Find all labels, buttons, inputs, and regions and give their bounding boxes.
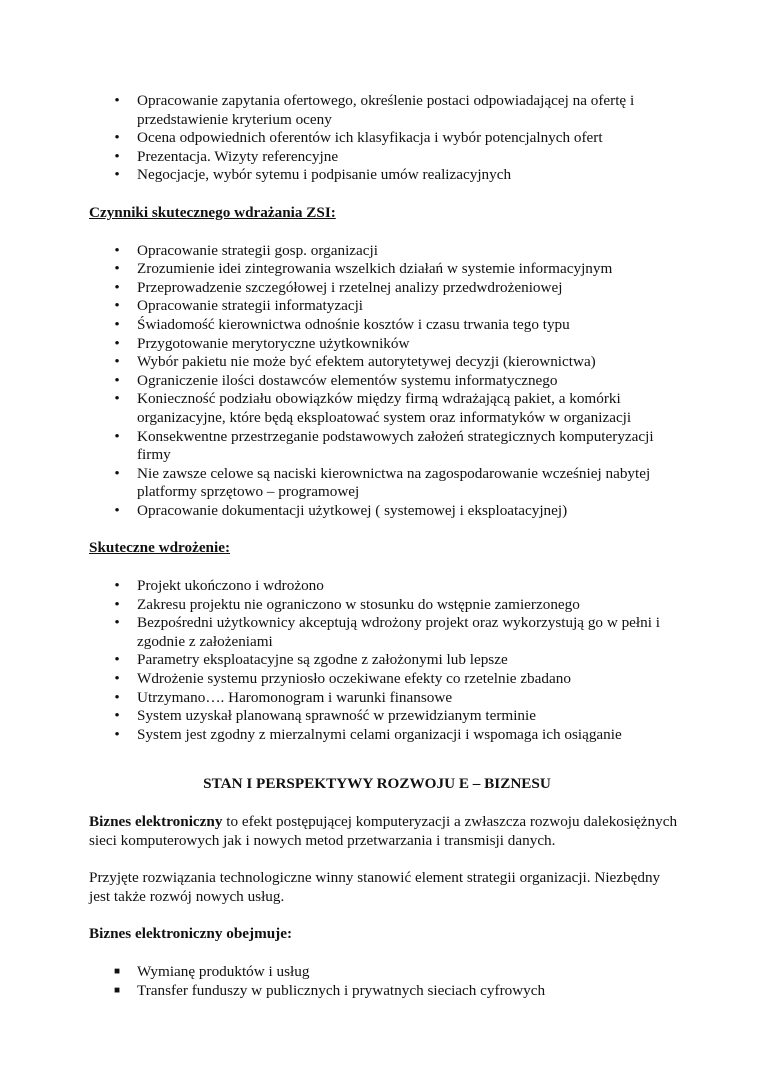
document-content xyxy=(89,92,679,1000)
list-item: • Opracowanie strategii gosp. organizacji xyxy=(89,242,679,261)
bullet-icon: • xyxy=(114,707,120,725)
list-item: • Konsekwentne przestrzeganie podstawowych założeń strategicznych komputeryzacji firmy xyxy=(89,428,679,465)
bullet-icon: • xyxy=(114,501,120,519)
list-item: • Zrozumienie idei zintegrowania wszelkich działań w systemie informacyjnym xyxy=(89,260,679,279)
section-heading-successful-deployment: Skuteczne wdrożenie: xyxy=(89,539,231,557)
section-title-ebusiness: STAN I PERSPEKTYWY ROZWOJU E – BIZNESU xyxy=(203,775,551,793)
bullet-icon: • xyxy=(114,147,120,165)
list-successful-deployment xyxy=(89,577,679,744)
list-item: • Utrzymano…. Haromonogram i warunki finansowe xyxy=(89,689,679,708)
list-item: • Wybór pakietu nie może być efektem autorytetywej decyzji (kierownictwa) xyxy=(89,353,679,372)
paragraph-technology-strategy: Przyjęte rozwiązania technologiczne winny stanowić element strategii organizacji. Niezbędny jest także rozwój nowych usług. xyxy=(89,869,661,905)
list-item: • Ograniczenie ilości dostawców elementów systemu informatycznego xyxy=(89,372,679,391)
list-offer-process xyxy=(89,92,679,185)
list-success-factors xyxy=(89,242,679,521)
list-item: • Przygotowanie merytoryczne użytkowników xyxy=(89,335,679,354)
list-item: • System uzyskał planowaną sprawność w przewidzianym terminie xyxy=(89,707,679,726)
list-item: • Ocena odpowiednich oferentów ich klasyfikacja i wybór potencjalnych ofert xyxy=(89,129,679,148)
list-item: • Świadomość kierownictwa odnośnie kosztów i czasu trwania tego typu xyxy=(89,316,679,335)
list-item: • Przeprowadzenie szczegółowej i rzetelnej analizy przedwdrożeniowej xyxy=(89,279,679,298)
bullet-icon: • xyxy=(114,577,120,595)
bullet-icon: • xyxy=(114,595,120,613)
bullet-icon: • xyxy=(114,166,120,184)
bullet-icon: • xyxy=(114,278,120,296)
bullet-icon: • xyxy=(114,129,120,147)
list-item: ■ Wymianę produktów i usług xyxy=(89,963,679,982)
bullet-icon: • xyxy=(114,297,120,315)
bullet-icon: • xyxy=(114,464,120,482)
bullet-icon: • xyxy=(114,241,120,259)
bullet-icon: • xyxy=(114,334,120,352)
list-ebusiness-includes xyxy=(89,963,679,1000)
bullet-icon: • xyxy=(114,614,120,632)
list-item: • Nie zawsze celowe są naciski kierownictwa na zagospodarowanie wcześniej nabytej platformy sprzętowo – programowej xyxy=(89,465,679,502)
list-item: • Negocjacje, wybór sytemu i podpisanie umów realizacyjnych xyxy=(89,166,679,185)
list-item: • Zakresu projektu nie ograniczono w stosunku do wstępnie zamierzonego xyxy=(89,596,679,615)
bullet-icon: • xyxy=(114,371,120,389)
square-bullet-icon: ■ xyxy=(113,984,121,996)
section-heading-success-factors: Czynniki skutecznego wdrażania ZSI: xyxy=(89,203,336,221)
subheading-ebusiness-includes: Biznes elektroniczny obejmuje: xyxy=(89,925,293,943)
bullet-icon: • xyxy=(114,651,120,669)
bullet-icon: • xyxy=(114,688,120,706)
paragraph-ebusiness-definition: Biznes elektroniczny to efekt postępującej komputeryzacji a zwłaszcza rozwoju dalekosiężnych sieci komputerowych jak i nowych metod przetwarzania i transmisji danych. xyxy=(89,813,678,849)
list-item: • Konieczność podziału obowiązków między firmą wdrażającą pakiet, a komórki organizacyjne, które będą eksploatować system oraz informatyków w organizacji xyxy=(89,390,679,427)
bullet-icon: • xyxy=(114,725,120,743)
list-item: • Bezpośredni użytkownicy akceptują wdrożony projekt oraz wykorzystują go w pełni i zgodnie z założeniami xyxy=(89,614,679,651)
bullet-icon: • xyxy=(114,260,120,278)
bullet-icon: • xyxy=(114,427,120,445)
bullet-icon: • xyxy=(114,353,120,371)
bullet-icon: • xyxy=(114,390,120,408)
list-item: • Opracowanie strategii informatyzacji xyxy=(89,297,679,316)
square-bullet-icon: ■ xyxy=(113,965,121,977)
list-item: • System jest zgodny z mierzalnymi celami organizacji i wspomaga ich osiąganie xyxy=(89,726,679,745)
list-item: • Wdrożenie systemu przyniosło oczekiwane efekty co rzetelnie zbadano xyxy=(89,670,679,689)
list-item: • Projekt ukończono i wdrożono xyxy=(89,577,679,596)
bullet-icon: • xyxy=(114,315,120,333)
bullet-icon: • xyxy=(114,92,120,109)
list-item: ■ Transfer funduszy w publicznych i prywatnych sieciach cyfrowych xyxy=(89,982,679,1001)
list-item: • Opracowanie dokumentacji użytkowej ( systemowej i eksploatacyjnej) xyxy=(89,502,679,521)
list-item: • Prezentacja. Wizyty referencyjne xyxy=(89,148,679,167)
list-item: • Parametry eksploatacyjne są zgodne z założonymi lub lepsze xyxy=(89,651,679,670)
list-item: • Opracowanie zapytania ofertowego, określenie postaci odpowiadającej na ofertę i przedstawienie kryterium oceny xyxy=(89,92,679,129)
bullet-icon: • xyxy=(114,670,120,688)
